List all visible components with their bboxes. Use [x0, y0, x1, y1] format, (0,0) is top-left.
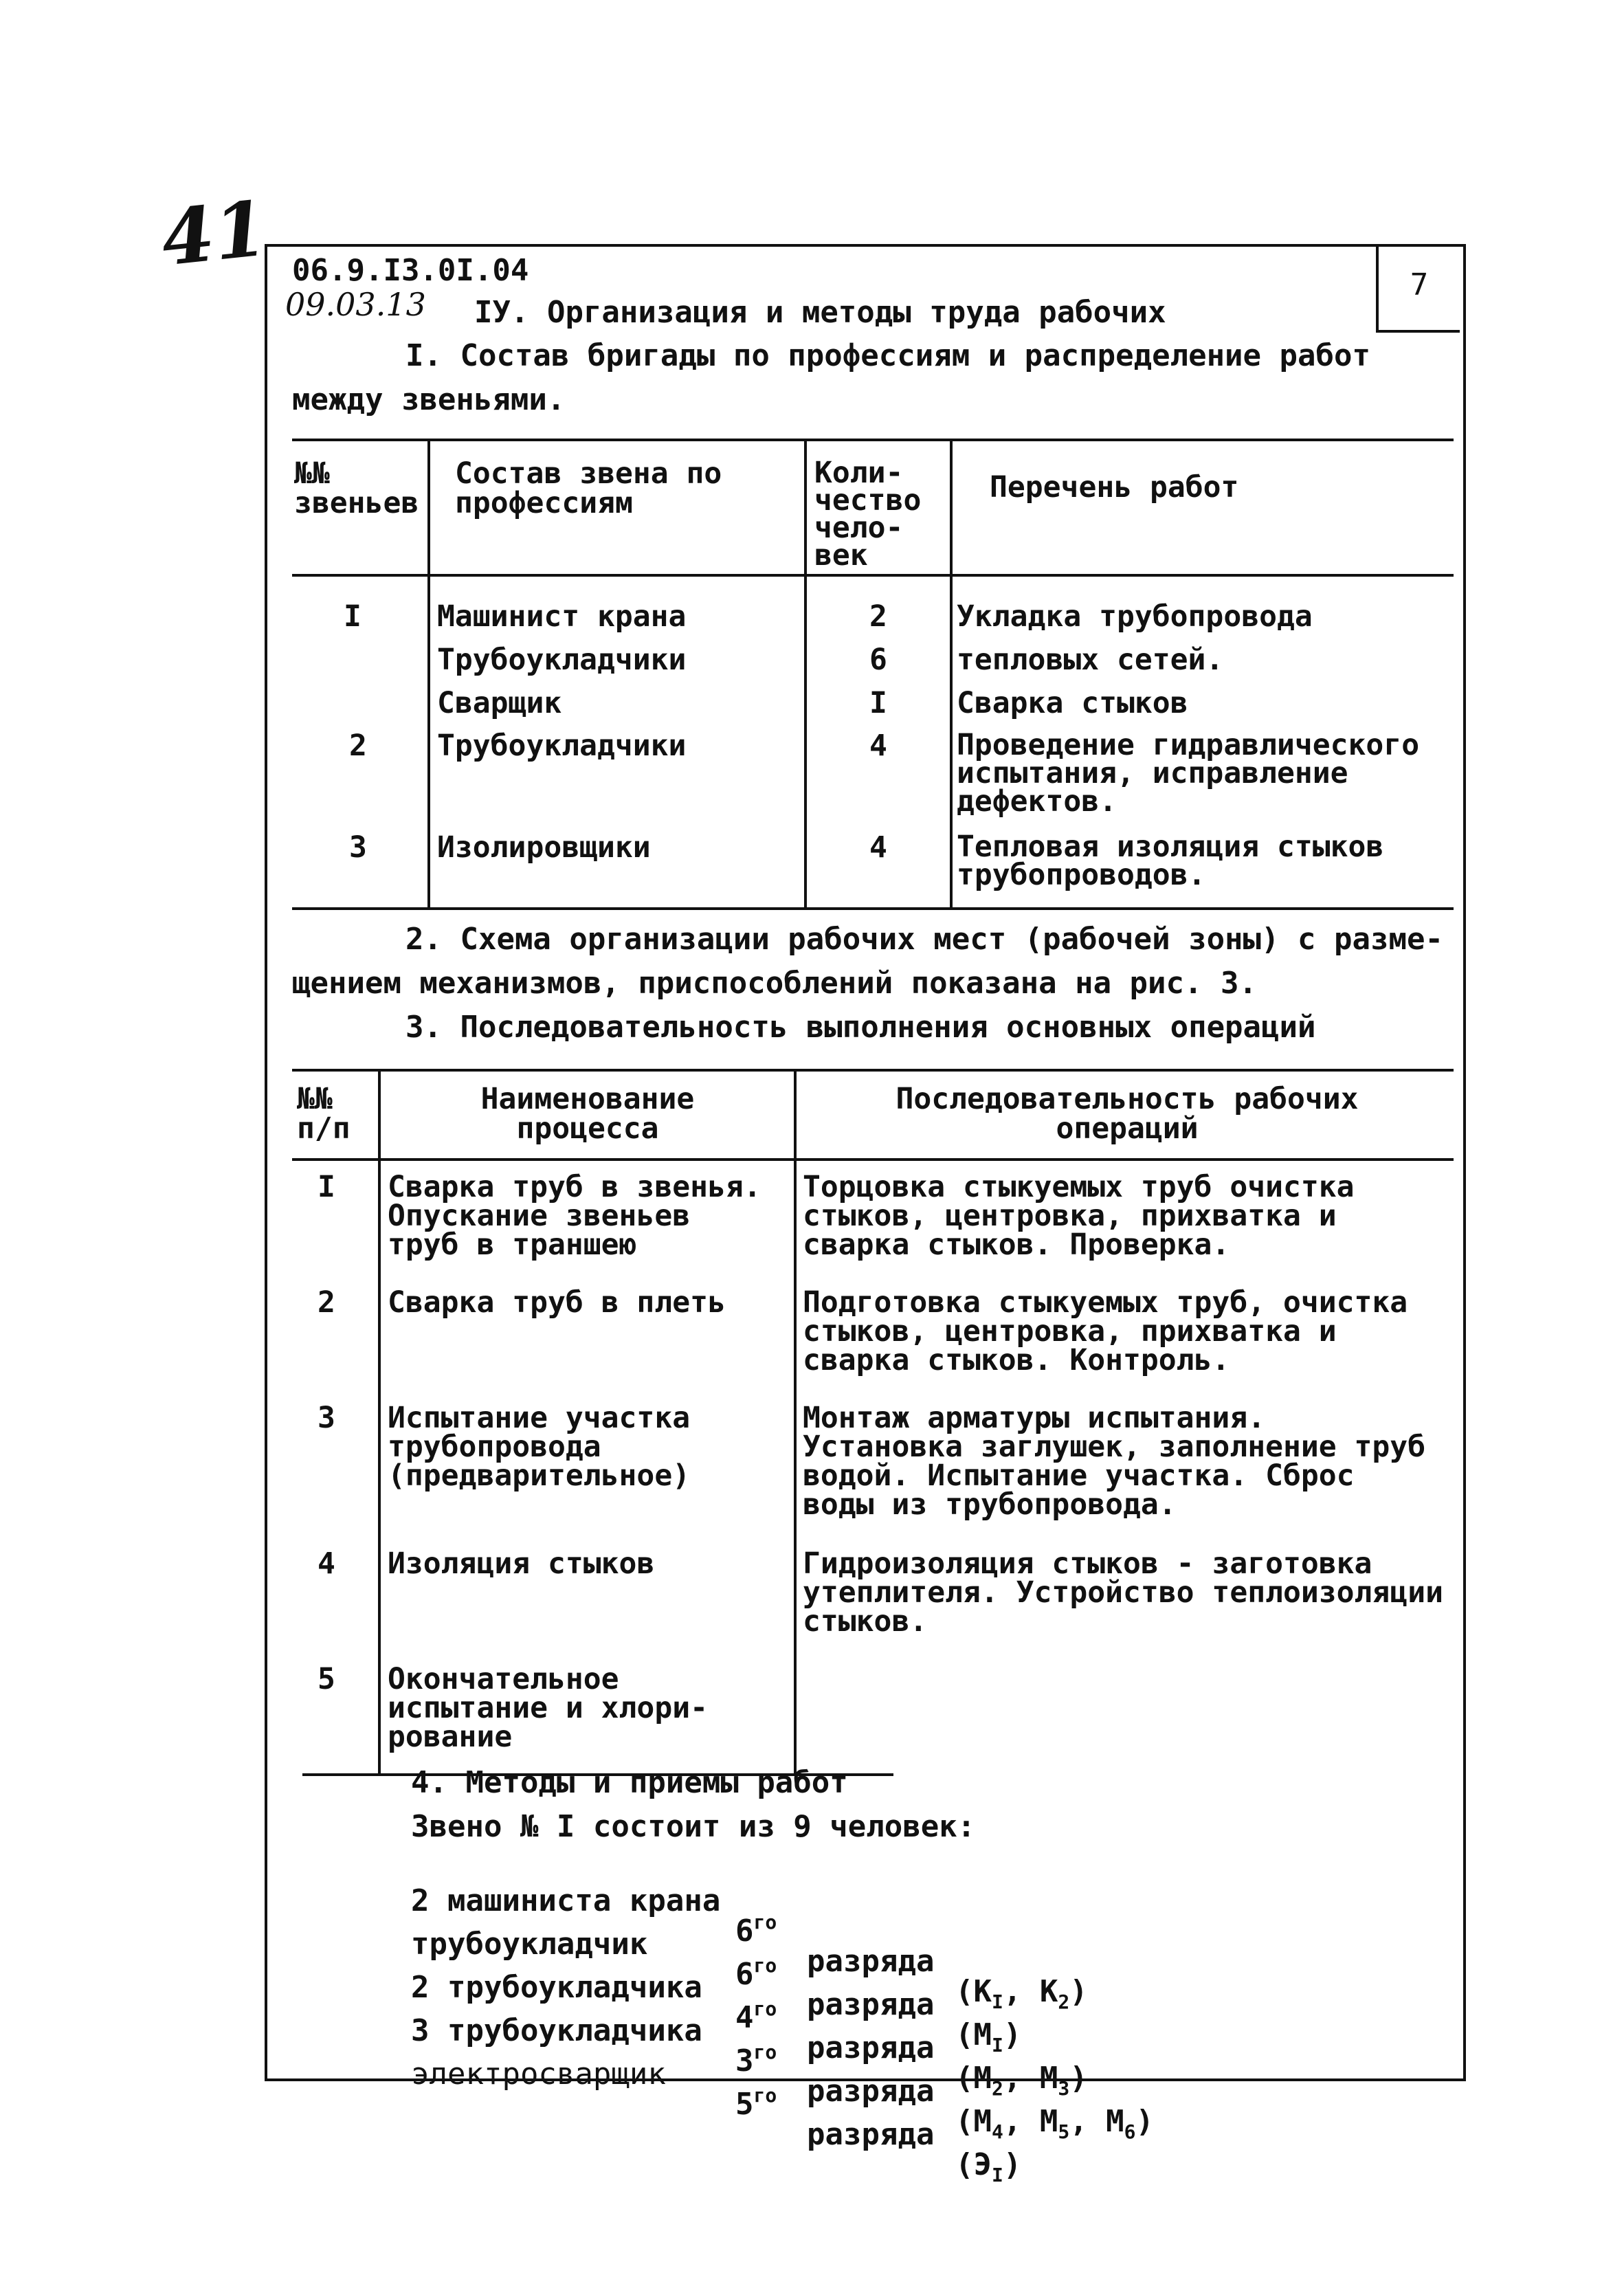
crew-5-who: электросварщик — [411, 2056, 666, 2092]
item1-line2: между звеньями. — [292, 382, 566, 417]
t2-r2-ops: Подготовка стыкуемых труб, очистка стыков, центровка, прихватка и сварка стыков. Контроль. — [803, 1285, 1408, 1377]
doc-code-handwritten: 09.03.13 — [285, 286, 426, 323]
t1-header-work: Перечень работ — [990, 470, 1239, 505]
t1-r2-work: тепловых сетей. — [957, 643, 1224, 677]
t1-header-num: №№ звеньев — [294, 456, 419, 520]
link1-intro: Звено № I состоит из 9 человек: — [411, 1809, 976, 1844]
handwritten-page-number: 41 — [157, 184, 271, 283]
t2-r3-process: Испытание участка трубопровода (предварительное) — [388, 1401, 691, 1493]
sheet-number-box — [1376, 244, 1460, 333]
item3-title: 3. Последовательность выполнения основных операций — [405, 1010, 1316, 1045]
t1-r3-qty: I — [869, 686, 887, 720]
t1-r3-work: Сварка стыков — [957, 686, 1188, 720]
t1-r3-prof: Сварщик — [437, 686, 562, 720]
crew-4-who: 3 трубоукладчика — [411, 2013, 702, 2048]
crew-4-rank: разряда — [807, 2074, 935, 2109]
item4-title: 4. Методы и приемы работ — [411, 1765, 848, 1800]
t1-r1-prof: Машинист крана — [437, 599, 687, 634]
t1-r4-qty: 4 — [869, 729, 887, 763]
t1-r4-num: 2 — [349, 729, 367, 763]
section-title: IУ. Организация и методы труда рабочих — [474, 295, 1166, 330]
t1-r2-qty: 6 — [869, 643, 887, 677]
t2-header-num: №№ п/п — [297, 1082, 351, 1146]
crew-3-grade: $4^{го}$ — [735, 1997, 777, 2035]
crew-5-ids: $(Э_I)$ — [955, 2147, 1022, 2186]
t2-r1-ops: Торцовка стыкуемых труб очистка стыков, центровка, прихватка и сварка стыков. Проверка. — [803, 1170, 1355, 1262]
t2-r5-num: 5 — [318, 1662, 335, 1696]
t1-r5-work: Тепловая изоляция стыков трубопроводов. — [957, 830, 1384, 892]
t2-r4-process: Изоляция стыков — [388, 1546, 655, 1581]
crew-3-rank: разряда — [807, 2030, 935, 2065]
t2-r2-process: Сварка труб в плеть — [388, 1285, 726, 1320]
crew-1-grade: $6^{го}$ — [735, 1911, 777, 1949]
t2-header-ops: Последовательность рабочих операций — [896, 1082, 1359, 1146]
t2-header-process: Наименование процесса — [480, 1082, 695, 1146]
crew-2-grade: $6^{го}$ — [735, 1954, 777, 1992]
t2-r1-process: Сварка труб в звенья. Опускание звеньев труб в траншею — [388, 1170, 761, 1262]
t2-r1-num: I — [318, 1170, 335, 1204]
item2-line1: 2. Схема организации рабочих мест (рабочей зоны) с разме- — [405, 922, 1443, 957]
crew-2-ids: $(М_I)$ — [955, 2017, 1022, 2056]
t1-r1-qty: 2 — [869, 599, 887, 634]
t1-r2-prof: Трубоукладчики — [437, 643, 687, 677]
t2-r3-num: 3 — [318, 1401, 335, 1435]
t2-r4-num: 4 — [318, 1546, 335, 1581]
t2-r3-ops: Монтаж арматуры испытания. Установка заглушек, заполнение труб водой. Испытание участка. Сброс воды из трубопровода. — [803, 1401, 1426, 1522]
crew-2-who: трубоукладчик — [411, 1927, 648, 1962]
t1-header-qty: Коли- чество чело- век — [814, 456, 922, 573]
crew-1-rank: разряда — [807, 1944, 935, 1979]
crew-5-grade: $5^{го}$ — [735, 2084, 777, 2122]
crew-5-rank: разряда — [807, 2117, 935, 2152]
t1-r4-prof: Трубоукладчики — [437, 729, 687, 763]
t1-r1-num: I — [344, 599, 361, 634]
t1-r5-qty: 4 — [869, 830, 887, 865]
crew-4-ids: ($М_4$, $М_5$, $М_6$) — [955, 2104, 1155, 2143]
crew-2-rank: разряда — [807, 1987, 935, 2022]
sheet-number: 7 — [1410, 267, 1429, 302]
crew-3-who: 2 трубоукладчика — [411, 1970, 702, 2005]
crew-3-ids: ($М_2$, $М_3$) — [955, 2061, 1088, 2100]
t1-r4-work: Проведение гидравлического испытания, исправление дефектов. — [957, 728, 1420, 819]
t1-r1-work: Укладка трубопровода — [957, 599, 1313, 634]
crew-1-ids: ($К_I$, $К_2$) — [955, 1974, 1088, 2013]
item2-line2: щением механизмов, приспособлений показана на рис. 3. — [292, 966, 1257, 1001]
t2-r2-num: 2 — [318, 1285, 335, 1320]
t1-r5-prof: Изолировщики — [437, 830, 651, 865]
t1-header-prof: Состав звена по профессиям — [455, 456, 722, 520]
crew-4-grade: $3^{го}$ — [735, 2041, 777, 2078]
t2-r5-process: Окончательное испытание и хлори- рование — [388, 1662, 708, 1754]
t1-r5-num: 3 — [349, 830, 367, 865]
crew-1-who: 2 машиниста крана — [411, 1883, 721, 1918]
doc-code: 06.9.I3.0I.04 — [292, 253, 529, 288]
t2-r4-ops: Гидроизоляция стыков - заготовка утеплителя. Устройство теплоизоляции стыков. — [803, 1546, 1443, 1639]
item1-line1: I. Состав бригады по профессиям и распределение работ — [405, 338, 1370, 373]
